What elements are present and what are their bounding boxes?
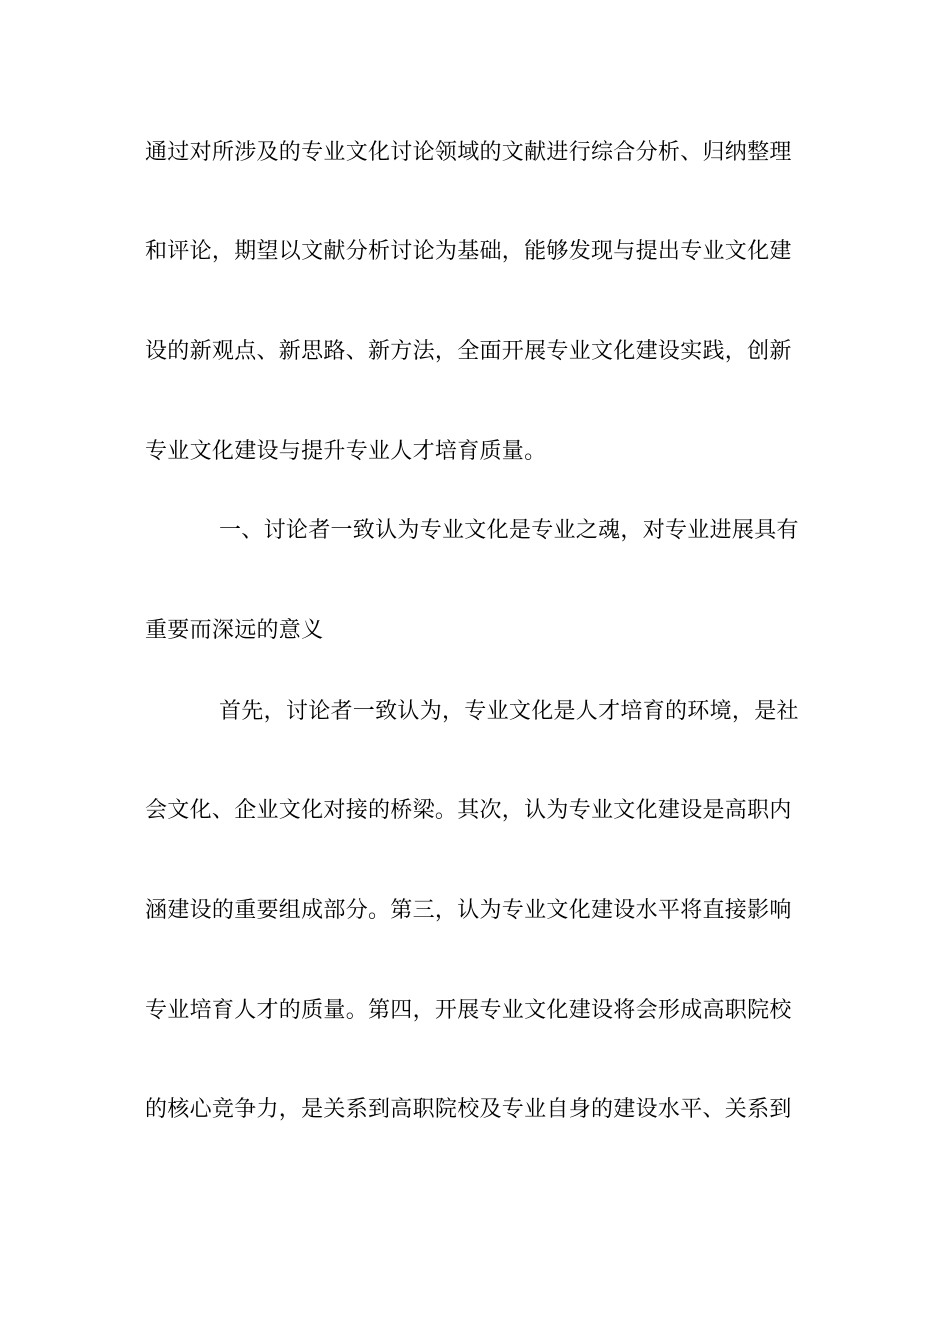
paragraph-line: 首先，讨论者一致认为，专业文化是人才培育的环境，是社 [219,699,799,724]
paragraph-line: 专业文化建设与提升专业人才培育质量。 [145,439,547,464]
paragraph-line: 设的新观点、新思路、新方法，全面开展专业文化建设实践，创新 [145,339,792,364]
section-heading-line: 重要而深远的意义 [145,618,324,643]
paragraph-line: 涵建设的重要组成部分。第三，认为专业文化建设水平将直接影响 [145,898,792,923]
section-heading-line: 一、讨论者一致认为专业文化是专业之魂，对专业进展具有 [219,518,799,543]
paragraph-line: 会文化、企业文化对接的桥梁。其次，认为专业文化建设是高职内 [145,798,792,823]
paragraph-line: 的核心竞争力，是关系到高职院校及专业自身的建设水平、关系到 [145,1097,792,1122]
paragraph-line: 专业培育人才的质量。第四，开展专业文化建设将会形成高职院校 [145,998,792,1023]
paragraph-line: 通过对所涉及的专业文化讨论领域的文献进行综合分析、归纳整理 [145,140,792,165]
paragraph-line: 和评论，期望以文献分析讨论为基础，能够发现与提出专业文化建 [145,239,792,264]
